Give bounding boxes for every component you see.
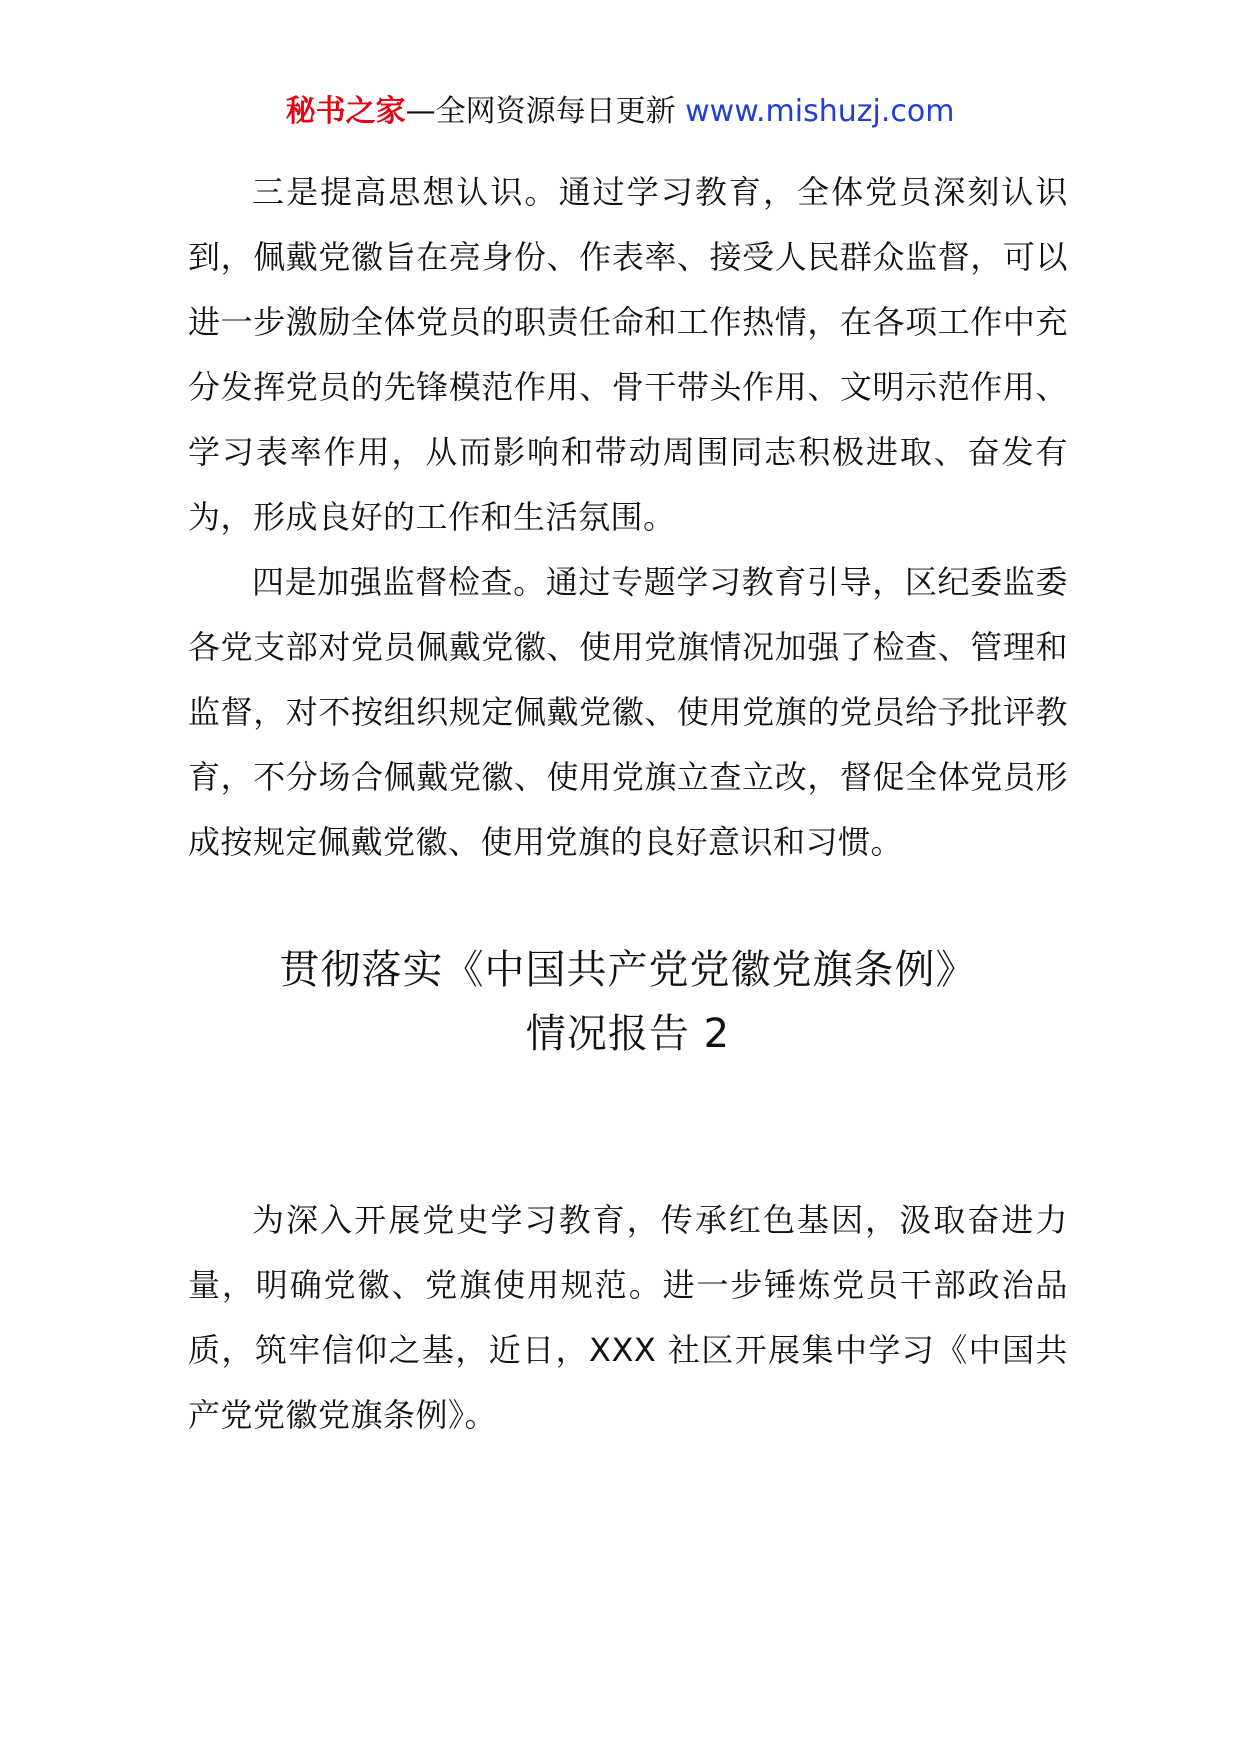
paragraph-raise-awareness: 三是提高思想认识。通过学习教育，全体党员深刻认识到，佩戴党徽旨在亮身份、作表率、接受人民群众监督，可以进一步激励全体党员的职责任命和工作热情，在各项工作中充分发挥党员的先锋模范作用、骨干带头作用、文明示范作用、学习表率作用，从而影响和带动周围同志积极进取、奋发有为，形成良好的工作和生活氛围。 [188, 173, 1068, 536]
report-title [188, 938, 1068, 1066]
site-slogan: —全网资源每日更新 [405, 94, 686, 129]
site-url: www.mishuzj.com [685, 94, 955, 129]
watermark-header [0, 92, 1240, 132]
report-title-line-2: 情况报告 2 [525, 1011, 731, 1057]
document-body [188, 160, 1068, 1448]
report-title-line-1: 贯彻落实《中国共产党党徽党旗条例》 [279, 947, 977, 993]
paragraph-intro: 为深入开展党史学习教育，传承红色基因，汲取奋进力量，明确党徽、党旗使用规范。进一步锤炼党员干部政治品质，筑牢信仰之基，近日，XXX 社区开展集中学习《中国共产党党徽党旗条例》。 [188, 1201, 1068, 1434]
paragraph-supervision: 四是加强监督检查。通过专题学习教育引导，区纪委监委各党支部对党员佩戴党徽、使用党旗情况加强了检查、管理和监督，对不按组织规定佩戴党徽、使用党旗的党员给予批评教育，不分场合佩戴党徽、使用党旗立查立改，督促全体党员形成按规定佩戴党徽、使用党旗的良好意识和习惯。 [188, 563, 1068, 861]
site-brand: 秘书之家 [285, 94, 406, 129]
